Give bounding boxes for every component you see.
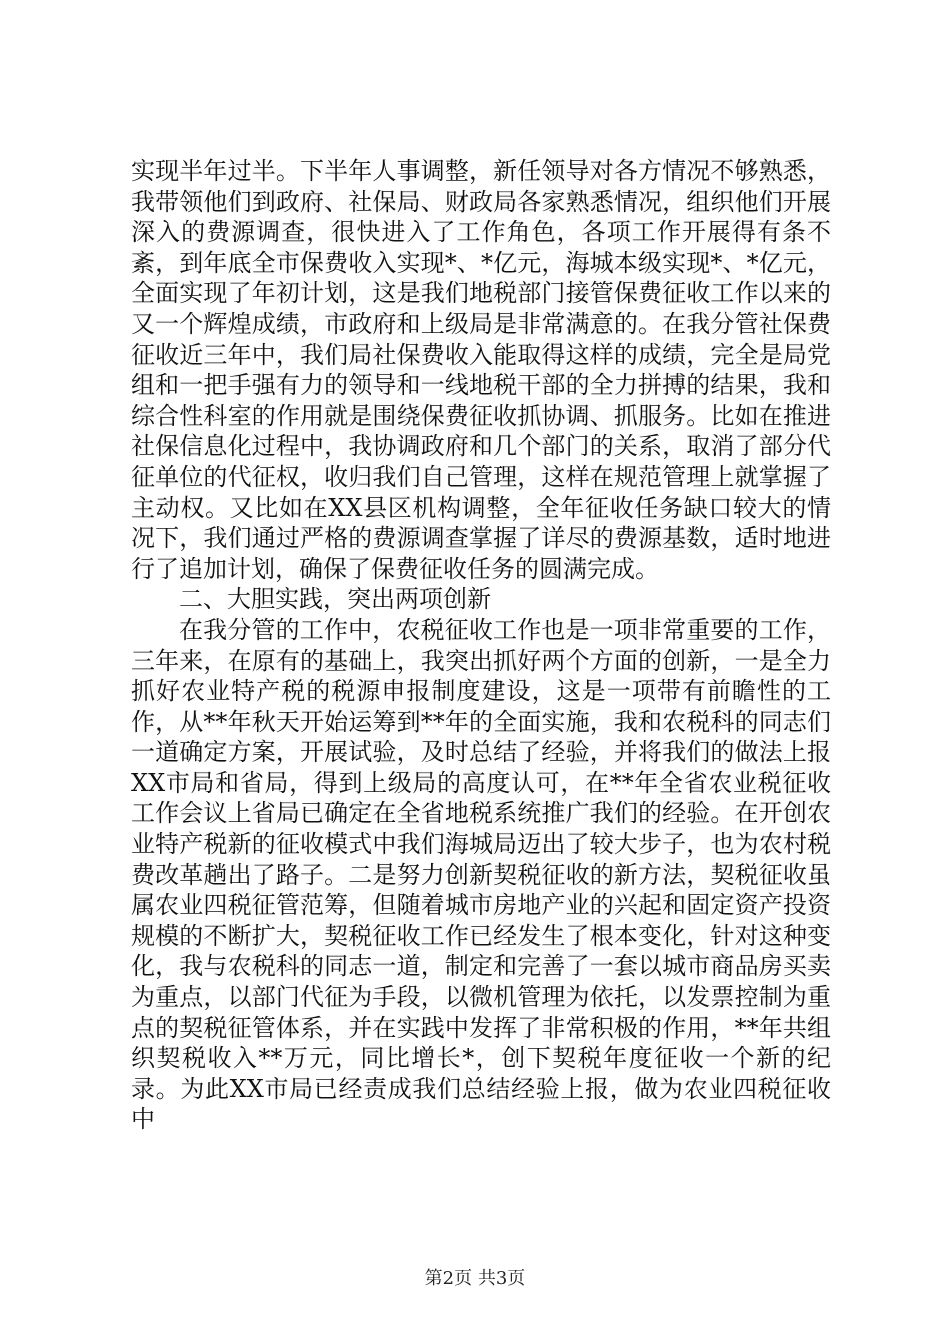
page-number-footer: 第2页 共3页 — [424, 1268, 526, 1289]
document-body — [131, 156, 831, 1135]
section-heading-innovation: 二、大胆实践，突出两项创新 — [179, 585, 491, 614]
paragraph-agricultural-tax: 在我分管的工作中，农税征收工作也是一项非常重要的工作，三年来，在原有的基础上，我突出抓好两个方面的创新，一是全力抓好农业特产税的税源申报制度建设，这是一项带有前瞻性的工作，从**年秋天开始运筹到**年的全面实施，我和农税科的同志们一道确定方案，开展试验，及时总结了经验，并将我们的做法上报XX市局和省局，得到上级局的高度认可，在**年全省农业税征收工作会议上省局已确定在全省地税系统推广我们的经验。在开创农业特产税新的征收模式中我们海城局迈出了较大步子，也为农村税费改革趟出了路子。二是努力创新契税征收的新方法，契税征收虽属农业四税征管范筹，但随着城市房地产业的兴起和固定资产投资规模的不断扩大，契税征收工作已经发生了根本变化，针对这种变化，我与农税科的同志一道，制定和完善了一套以城市商品房买卖为重点，以部门代征为手段，以微机管理为依托，以发票控制为重点的契税征管体系，并在实践中发挥了非常积极的作用，**年共组织契税收入**万元，同比增长*，创下契税年度征收一个新的纪录。为此XX市局已经责成我们总结经验上报，做为农业四税征收中 — [131, 615, 831, 1134]
paragraph-social-insurance: 实现半年过半。下半年人事调整，新任领导对各方情况不够熟悉，我带领他们到政府、社保局、财政局各家熟悉情况，组织他们开展深入的费源调查，很快进入了工作角色，各项工作开展得有条不紊，到年底全市保费收入实现*、*亿元，海城本级实现*、*亿元，全面实现了年初计划，这是我们地税部门接管保费征收工作以来的又一个辉煌成绩，市政府和上级局是非常满意的。在我分管社保费征收近三年中，我们局社保费收入能取得这样的成绩，完全是局党组和一把手强有力的领导和一线地税干部的全力拼搏的结果，我和综合性科室的作用就是围绕保费征收抓协调、抓服务。比如在推进社保信息化过程中，我协调政府和几个部门的关系，取消了部分代征单位的代征权，收归我们自己管理，这样在规范管理上就掌握了主动权。又比如在XX县区机构调整，全年征收任务缺口较大的情况下，我们通过严格的费源调查掌握了详尽的费源基数，适时地进行了追加计划，确保了保费征收任务的圆满完成。 — [131, 157, 831, 583]
